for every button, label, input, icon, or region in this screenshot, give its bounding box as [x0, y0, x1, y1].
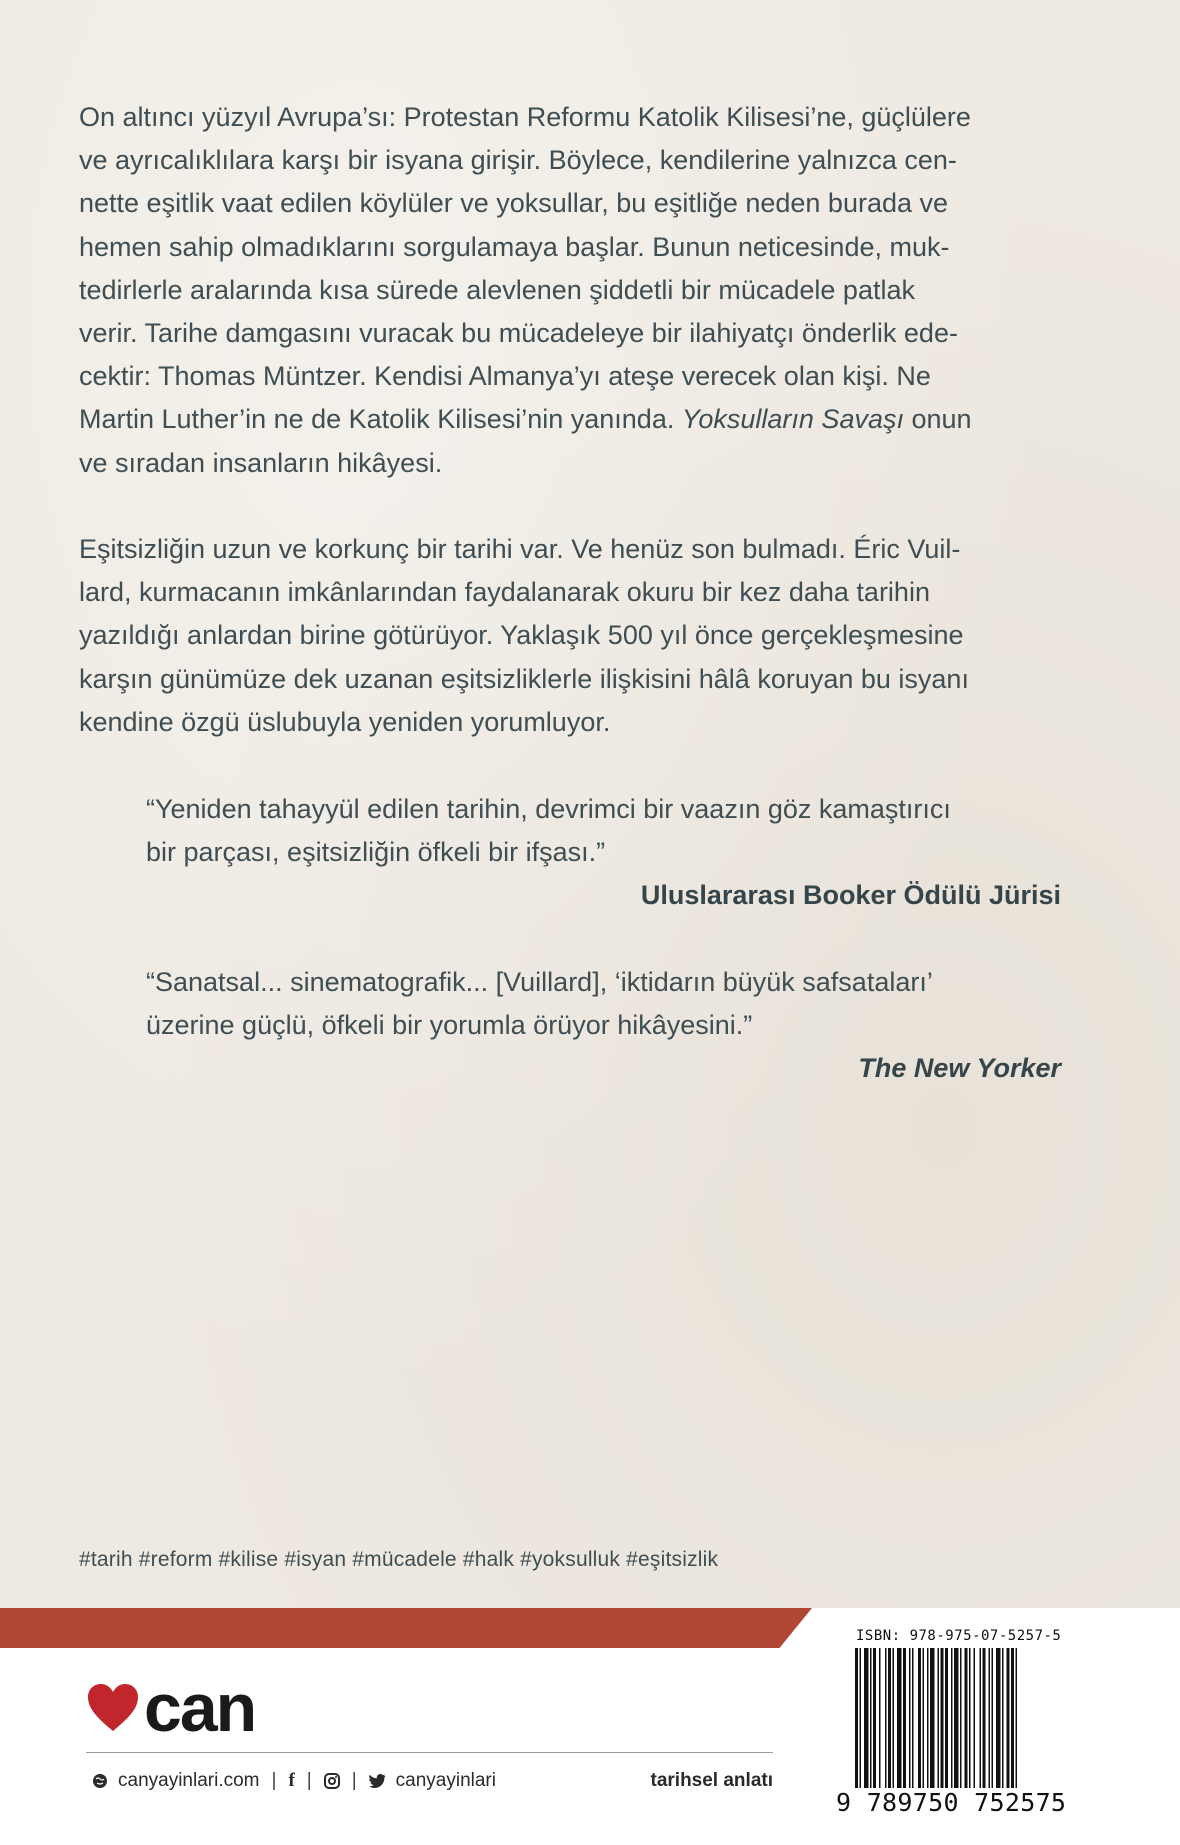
barcode-bar	[1007, 1648, 1010, 1788]
barcode-bar	[989, 1648, 991, 1788]
barcode-bar	[992, 1648, 994, 1788]
p1-line: ve sıradan insanların hikâyesi.	[79, 447, 443, 478]
barcode-bar	[980, 1648, 982, 1788]
barcode-bar	[885, 1648, 887, 1788]
p1-line: tedirlerle aralarında kısa sürede alevlenen şiddetli bir mücadele patlak	[79, 274, 915, 305]
quote-line: üzerine güçlü, öfkeli bir yorumla örüyor hikâyesini.”	[146, 1010, 753, 1040]
p2-line: kendine özgü üslubuyla yeniden yorumluyor.	[79, 706, 611, 737]
barcode-bar	[996, 1648, 1001, 1788]
p1-line8-before: Martin Luther’in ne de Katolik Kilisesi’nin yanında.	[79, 404, 675, 435]
p1-line: On altıncı yüzyıl Avrupa’sı: Protestan Reformu Katolik Kilisesi’ne, güçlülere	[79, 102, 971, 132]
barcode-bar	[938, 1648, 940, 1788]
barcode-number: 9 789750 752575	[836, 1788, 1067, 1817]
barcode-bar	[918, 1648, 921, 1788]
quote-line: bir parçası, eşitsizliğin öfkeli bir ifşası.”	[146, 837, 606, 867]
facebook-icon[interactable]: f	[288, 1770, 295, 1791]
barcode-bar	[1016, 1648, 1018, 1788]
quote-new-yorker	[146, 961, 1061, 1090]
barcode-bar	[1011, 1648, 1014, 1788]
separator: |	[351, 1770, 357, 1791]
barcode-bar	[941, 1648, 944, 1788]
barcode-bar	[930, 1648, 935, 1788]
barcode-bar	[897, 1648, 902, 1788]
footer-links	[92, 1770, 496, 1792]
p1-line: ve ayrıcalıklılara karşı bir isyana girişir. Böylece, kendilerine yalnızca cen-	[79, 145, 957, 176]
barcode-bar	[873, 1648, 876, 1788]
p1-line: verir. Tarihe damgasını vuracak bu mücadeleye bir ilahiyatçı önderlik ede-	[79, 318, 958, 349]
description-paragraph-1	[79, 96, 1061, 485]
instagram-icon[interactable]	[324, 1773, 340, 1789]
barcode-bar	[893, 1648, 895, 1788]
barcode-bar	[969, 1648, 971, 1788]
barcode-bar	[912, 1648, 914, 1788]
barcode-bar	[864, 1648, 869, 1788]
barcode-bar	[855, 1648, 858, 1788]
genre-label: tarihsel anlatı	[650, 1770, 773, 1791]
barcode-bar	[888, 1648, 891, 1788]
globe-icon	[92, 1773, 108, 1789]
barcode-bar	[983, 1648, 986, 1788]
barcode-bar	[951, 1648, 953, 1788]
social-handle[interactable]: canyayinlari	[395, 1770, 496, 1791]
p2-line: yazıldığı anlardan birine götürüyor. Yaklaşık 500 yıl önce gerçekleşmesine	[79, 620, 964, 651]
barcode-bar	[927, 1648, 929, 1788]
description-paragraph-2	[79, 528, 1061, 744]
book-title: Yoksulların Savaşı	[681, 404, 904, 435]
p2-line: lard, kurmacanın imkânlarından faydalanarak okuru bir kez daha tarihin	[79, 577, 930, 608]
barcode-bar	[974, 1648, 976, 1788]
barcode-bar	[965, 1648, 968, 1788]
p1-line	[79, 398, 1061, 441]
hashtags: #tarih #reform #kilise #isyan #mücadele #halk #yoksulluk #eşitsizlik	[79, 1548, 719, 1571]
barcode-bar	[923, 1648, 925, 1788]
separator: |	[271, 1770, 277, 1791]
footer-divider	[86, 1752, 773, 1753]
barcode-bar	[903, 1648, 906, 1788]
barcode-bar	[960, 1648, 962, 1788]
red-band	[0, 1608, 812, 1648]
p1-line8-after: onun	[911, 404, 972, 435]
logo-text: can	[144, 1670, 256, 1746]
quote-attribution: Uluslararası Booker Ödülü Jürisi	[640, 880, 1061, 910]
barcode-bar	[909, 1648, 911, 1788]
quote-booker	[146, 788, 1061, 917]
publisher-logo	[86, 1670, 256, 1746]
quote-line: “Yeniden tahayyül edilen tarihin, devrimci bir vaazın göz kamaştırıcı	[146, 794, 951, 824]
quote-line: “Sanatsal... sinematografik... [Vuillard], ‘iktidarın büyük safsataları’	[146, 967, 933, 997]
barcode-bar	[1002, 1648, 1004, 1788]
barcode	[855, 1648, 1071, 1788]
p1-line: cektir: Thomas Müntzer. Kendisi Almanya’yı ateşe verecek olan kişi. Ne	[79, 361, 931, 392]
website-link[interactable]: canyayinlari.com	[118, 1770, 260, 1791]
p2-line: Eşitsizliğin uzun ve korkunç bir tarihi var. Ve henüz son bulmadı. Éric Vuil-	[79, 534, 961, 564]
isbn-label: ISBN: 978-975-07-5257-5	[856, 1628, 1062, 1644]
quote-attribution: The New Yorker	[858, 1053, 1061, 1083]
barcode-bar	[954, 1648, 959, 1788]
p1-line: nette eşitlik vaat edilen köylüler ve yoksullar, bu eşitliğe neden burada ve	[79, 188, 949, 219]
barcode-bar	[945, 1648, 948, 1788]
p2-line: karşın günümüze dek uzanan eşitsizliklerle ilişkisini hâlâ koruyan bu isyanı	[79, 663, 969, 694]
p1-line: hemen sahip olmadıklarını sorgulamaya başlar. Bunun neticesinde, muk-	[79, 231, 950, 262]
separator: |	[306, 1770, 312, 1791]
twitter-icon[interactable]	[369, 1774, 386, 1788]
barcode-bar	[870, 1648, 872, 1788]
heart-icon	[86, 1683, 140, 1733]
barcode-bar	[860, 1648, 862, 1788]
barcode-bar	[879, 1648, 881, 1788]
